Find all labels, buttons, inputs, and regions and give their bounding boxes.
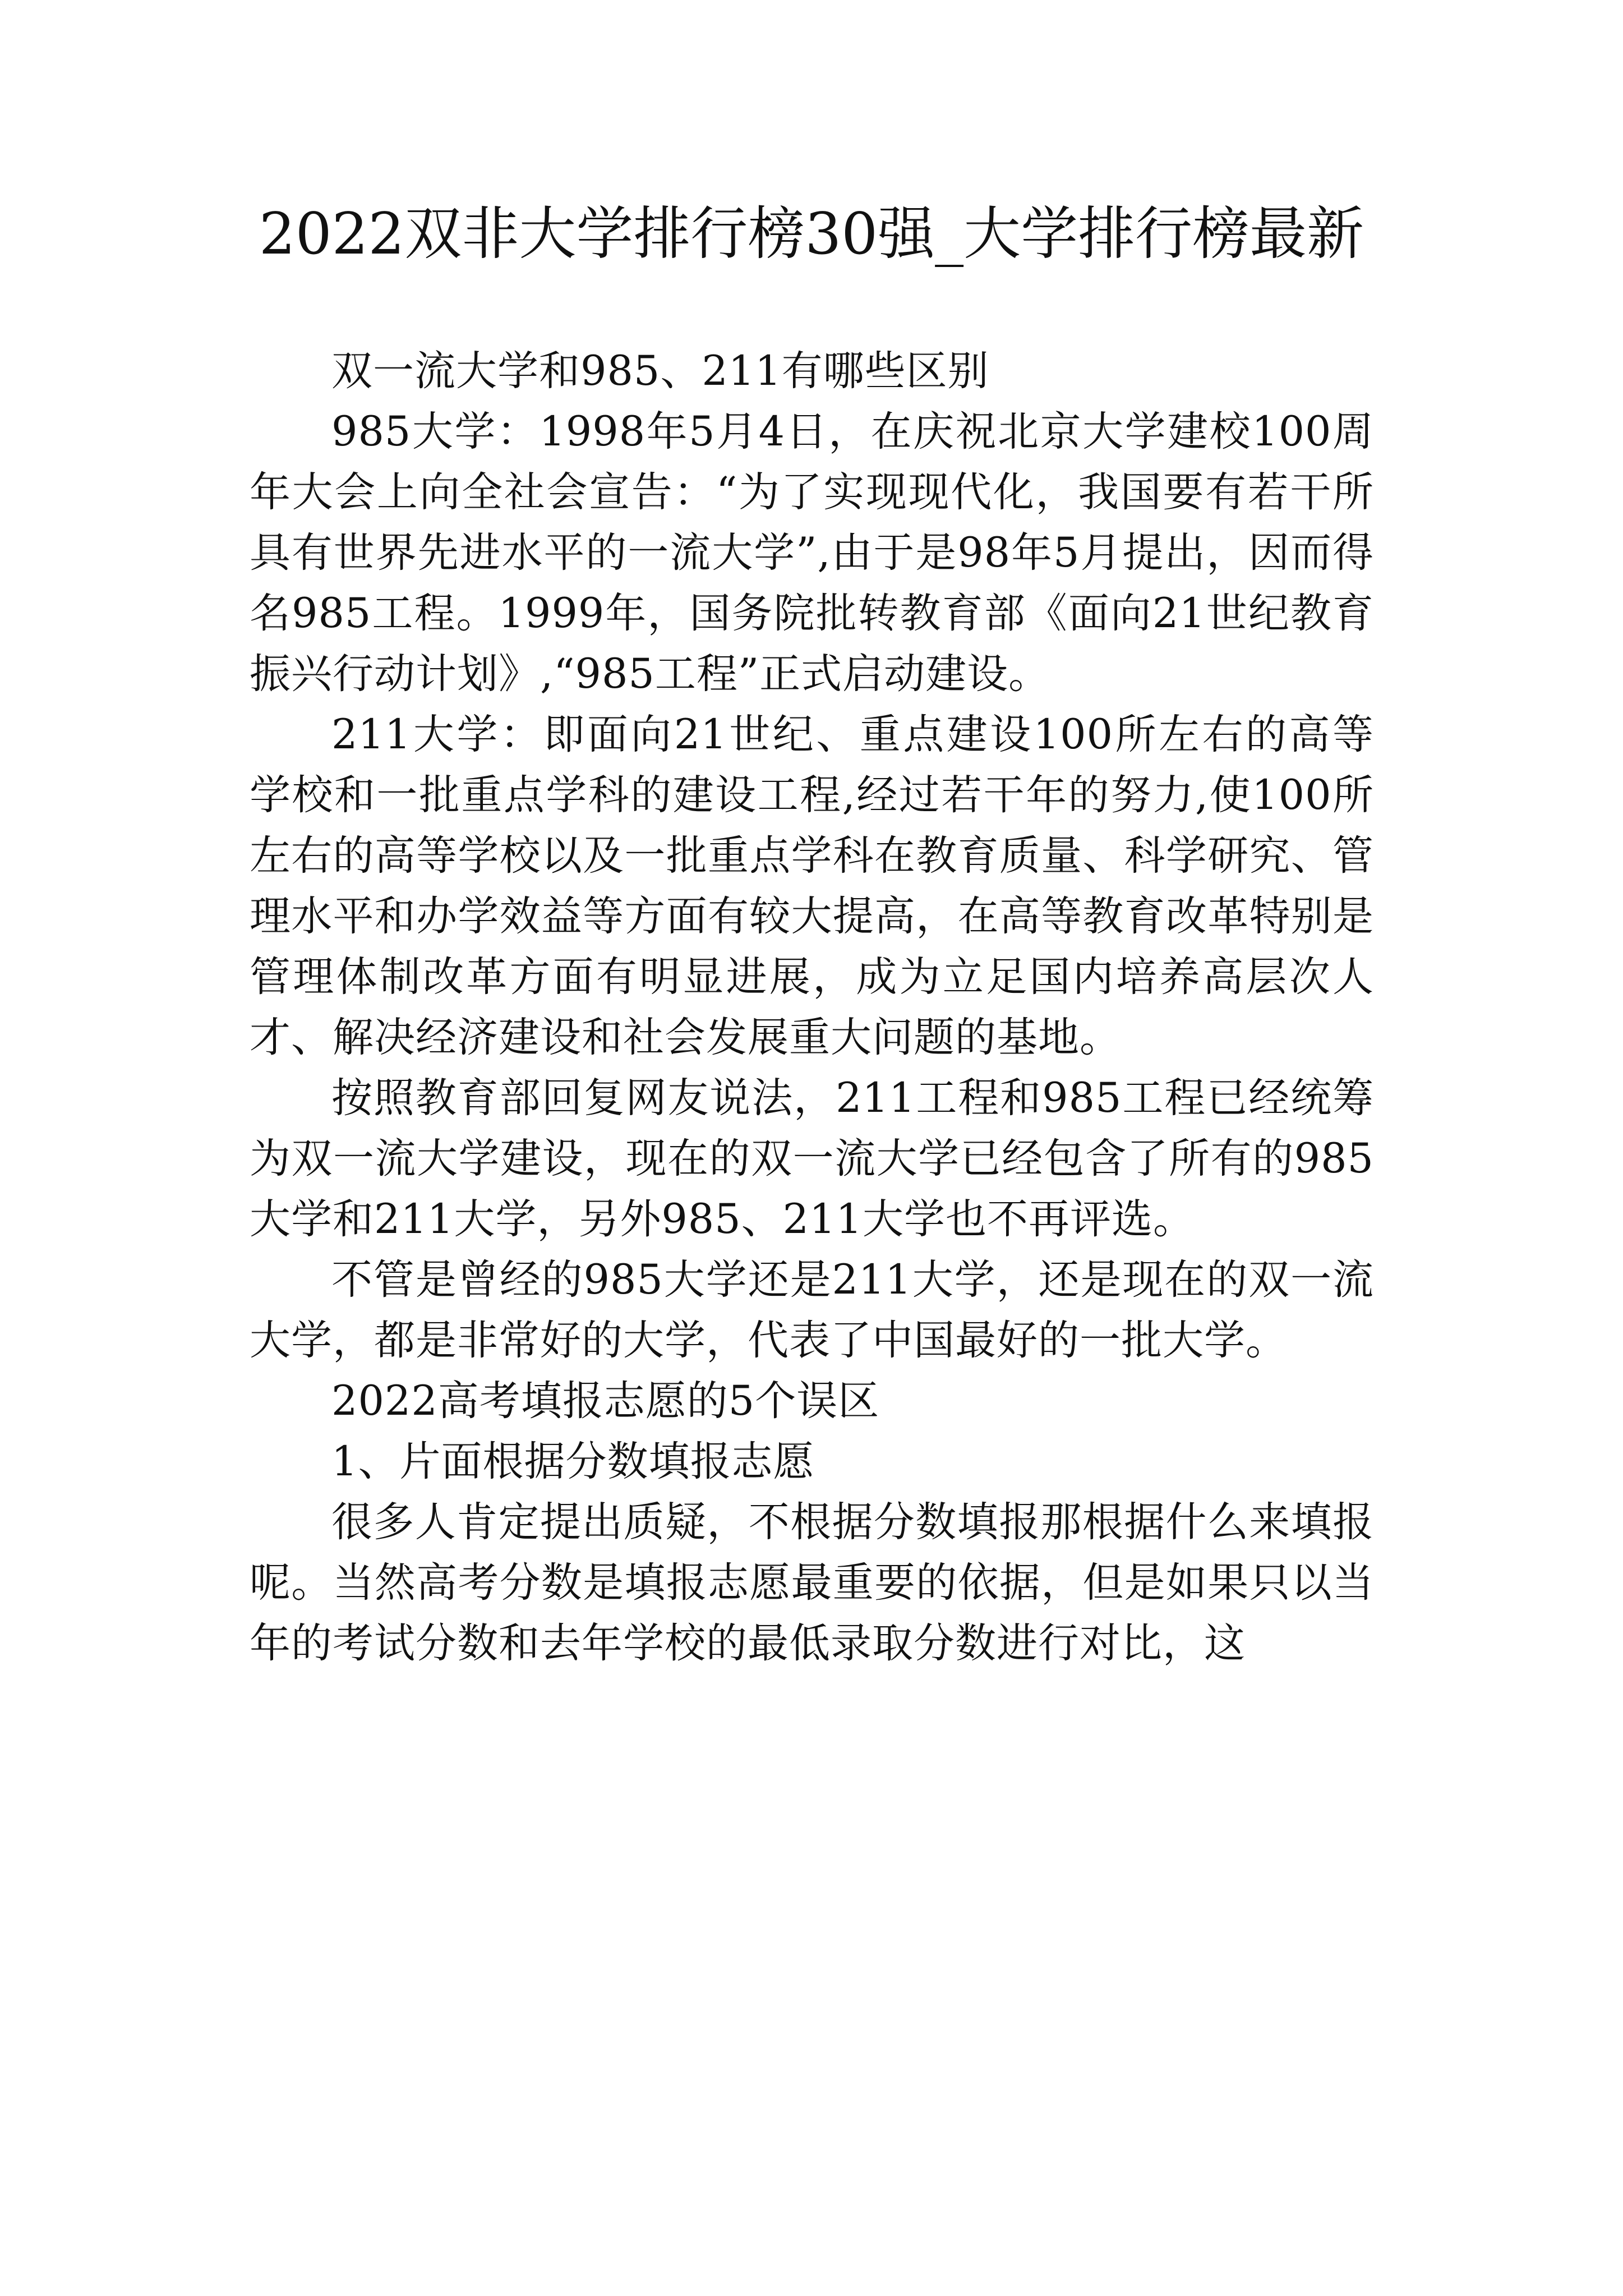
paragraph-985-university: 985大学：1998年5月4日，在庆祝北京大学建校100周年大会上向全社会宣告：“为了实现现代化，我国要有若干所具有世界先进水平的一流大学”,由于是98年5月提出，因而得名985工程。1999年，国务院批转教育部《面向21世纪教育振兴行动计划》,“985工程”正式启动建设。 — [250, 408, 1374, 698]
paragraph-conclusion: 不管是曾经的985大学还是211大学，还是现在的双一流大学，都是非常好的大学，代表了中国最好的一批大学。 — [250, 1256, 1374, 1364]
paragraph-ministry-reply: 按照教育部回复网友说法，211工程和985工程已经统筹为双一流大学建设，现在的双一流大学已经包含了所有的985大学和211大学，另外985、211大学也不再评选。 — [250, 1074, 1374, 1243]
paragraph-heading-misconceptions: 2022高考填报志愿的5个误区 — [331, 1377, 880, 1425]
paragraph-heading-difference: 双一流大学和985、211有哪些区别 — [331, 347, 989, 395]
document-title: 2022双非大学排行榜30强_大学排行榜最新 — [259, 201, 1364, 268]
paragraph-211-university: 211大学：即面向21世纪、重点建设100所左右的高等学校和一批重点学科的建设工程,经过若干年的努力,使100所左右的高等学校以及一批重点学科在教育质量、科学研究、管理水平和办学效益等方面有较大提高，在高等教育改革特别是管理体制改革方面有明显进展，成为立足国内培养高层次人才、解决经济建设和社会发展重大问题的基地。 — [250, 711, 1374, 1061]
paragraph-misconception-1-body: 很多人肯定提出质疑，不根据分数填报那根据什么来填报呢。当然高考分数是填报志愿最重要的依据，但是如果只以当年的考试分数和去年学校的最低录取分数进行对比，这 — [250, 1498, 1374, 1667]
paragraph-misconception-1-title: 1、片面根据分数填报志愿 — [331, 1438, 815, 1485]
document-body — [250, 341, 1374, 1674]
